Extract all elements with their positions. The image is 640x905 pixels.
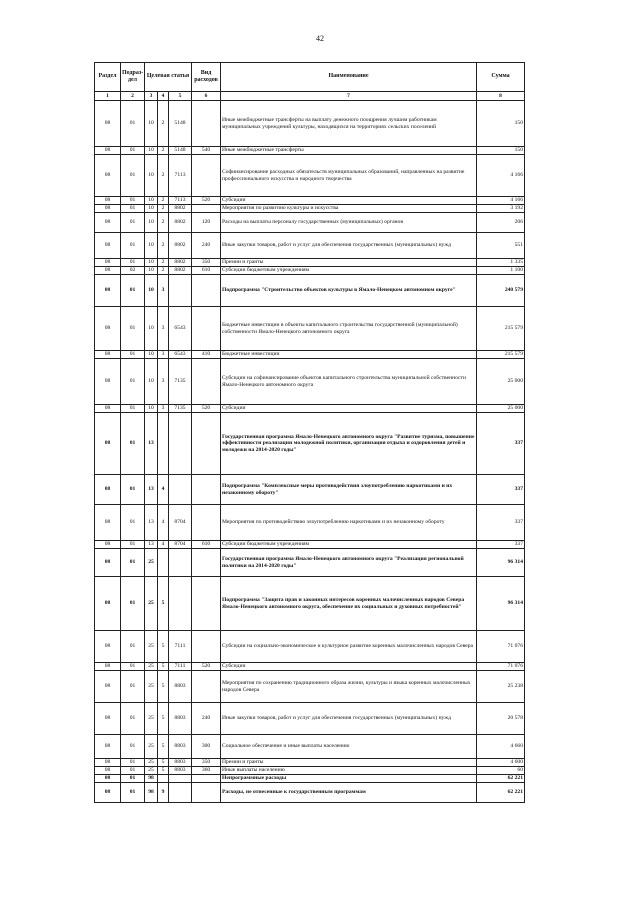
table-row <box>95 703 525 735</box>
cell-razdel: 08 <box>95 233 121 259</box>
table-row <box>95 541 525 549</box>
cell-razdel: 08 <box>95 213 121 233</box>
cell-target-program: 25 <box>145 577 158 631</box>
cell-expense-type <box>192 307 221 351</box>
budget-table <box>94 62 525 803</box>
cell-razdel: 08 <box>95 101 121 147</box>
cell-razdel: 08 <box>95 155 121 197</box>
table-row <box>95 233 525 259</box>
cell-target-subprogram: 3 <box>158 275 169 307</box>
cell-target-code: 8803 <box>169 735 192 759</box>
cell-razdel: 08 <box>95 259 121 267</box>
cell-target-program: 13 <box>145 541 158 549</box>
cell-podrazdel: 02 <box>121 267 145 275</box>
cell-target-subprogram: 5 <box>158 767 169 775</box>
table-body <box>95 101 525 803</box>
cell-expense-type <box>192 205 221 213</box>
cell-podrazdel: 01 <box>121 505 145 541</box>
header-name: Наименование <box>221 63 477 92</box>
cell-amount: 215 579 <box>477 307 525 351</box>
cell-expense-type: 240 <box>192 703 221 735</box>
col-number: 8 <box>477 92 525 101</box>
cell-podrazdel: 01 <box>121 759 145 767</box>
cell-amount: 337 <box>477 475 525 505</box>
cell-podrazdel: 01 <box>121 671 145 703</box>
cell-target-program: 10 <box>145 275 158 307</box>
cell-name: Софинансирование расходных обязательств муниципальных образований, направленных на развитие профессионального искусства и народного творчества <box>221 155 477 197</box>
cell-target-program: 10 <box>145 307 158 351</box>
cell-target-subprogram: 5 <box>158 703 169 735</box>
cell-name: Иные выплаты населению <box>221 767 477 775</box>
cell-target-code: 8802 <box>169 267 192 275</box>
cell-amount: 71 076 <box>477 631 525 663</box>
cell-target-subprogram: 5 <box>158 735 169 759</box>
cell-name: Бюджетные инвестиции в объекты капитального строительства государственной (муниципальной) собственности Ямало-Ненецкого автономного округа <box>221 307 477 351</box>
table-row <box>95 351 525 359</box>
cell-razdel: 08 <box>95 735 121 759</box>
cell-target-code: 6543 <box>169 307 192 351</box>
cell-name: Иные закупки товаров, работ и услуг для обеспечения государственных (муниципальных) нужд <box>221 233 477 259</box>
table-row <box>95 671 525 703</box>
cell-target-program: 13 <box>145 475 158 505</box>
cell-podrazdel: 01 <box>121 631 145 663</box>
cell-target-code <box>169 577 192 631</box>
cell-target-code: 5148 <box>169 147 192 155</box>
cell-expense-type: 540 <box>192 147 221 155</box>
cell-target-program: 13 <box>145 413 158 475</box>
cell-target-code: 8802 <box>169 205 192 213</box>
cell-expense-type <box>192 505 221 541</box>
cell-name: Подпрограмма "Строительство объектов культуры в Ямало-Ненецком автономном округе" <box>221 275 477 307</box>
cell-target-subprogram: 5 <box>158 631 169 663</box>
cell-podrazdel: 01 <box>121 275 145 307</box>
cell-target-program: 10 <box>145 405 158 413</box>
cell-target-subprogram: 3 <box>158 359 169 405</box>
cell-expense-type: 410 <box>192 351 221 359</box>
cell-podrazdel: 01 <box>121 101 145 147</box>
cell-target-subprogram <box>158 775 169 783</box>
cell-expense-type <box>192 775 221 783</box>
cell-amount: 20 578 <box>477 703 525 735</box>
cell-name: Субсидии бюджетным учреждениям <box>221 541 477 549</box>
cell-target-program: 10 <box>145 197 158 205</box>
cell-target-subprogram: 5 <box>158 577 169 631</box>
cell-amount: 337 <box>477 413 525 475</box>
cell-name: Социальное обеспечение и иные выплаты населению <box>221 735 477 759</box>
cell-podrazdel: 01 <box>121 259 145 267</box>
cell-podrazdel: 01 <box>121 405 145 413</box>
cell-name: Премии и гранты <box>221 259 477 267</box>
cell-target-program: 10 <box>145 259 158 267</box>
cell-target-code: 8803 <box>169 767 192 775</box>
cell-razdel: 08 <box>95 267 121 275</box>
cell-podrazdel: 01 <box>121 413 145 475</box>
cell-amount: 150 <box>477 147 525 155</box>
cell-expense-type <box>192 631 221 663</box>
cell-amount: 1 335 <box>477 259 525 267</box>
table-row <box>95 155 525 197</box>
cell-podrazdel: 01 <box>121 767 145 775</box>
table-row <box>95 775 525 783</box>
cell-target-program: 10 <box>145 267 158 275</box>
cell-target-code <box>169 475 192 505</box>
cell-razdel: 08 <box>95 205 121 213</box>
cell-target-subprogram: 2 <box>158 213 169 233</box>
table-row <box>95 275 525 307</box>
cell-podrazdel: 01 <box>121 775 145 783</box>
cell-expense-type: 300 <box>192 735 221 759</box>
table-row <box>95 505 525 541</box>
cell-podrazdel: 01 <box>121 205 145 213</box>
cell-razdel: 08 <box>95 197 121 205</box>
cell-expense-type <box>192 549 221 577</box>
table-row <box>95 475 525 505</box>
cell-razdel: 08 <box>95 759 121 767</box>
cell-target-program: 25 <box>145 549 158 577</box>
cell-target-subprogram: 2 <box>158 197 169 205</box>
cell-name: Государственная программа Ямало-Ненецкого автономного округа "Реализация региональной политики на 2014-2020 годы" <box>221 549 477 577</box>
cell-expense-type: 610 <box>192 541 221 549</box>
cell-amount: 4 660 <box>477 735 525 759</box>
cell-expense-type <box>192 101 221 147</box>
cell-target-subprogram <box>158 413 169 475</box>
cell-razdel: 08 <box>95 413 121 475</box>
table-row <box>95 783 525 803</box>
cell-name: Премии и гранты <box>221 759 477 767</box>
column-number-row <box>95 92 525 101</box>
cell-name: Подпрограмма "Комплексные меры противодействия злоупотреблению наркотиками и их незаконному обороту" <box>221 475 477 505</box>
cell-podrazdel: 01 <box>121 359 145 405</box>
table-row <box>95 259 525 267</box>
cell-razdel: 08 <box>95 775 121 783</box>
cell-amount: 62 221 <box>477 775 525 783</box>
cell-amount: 4 166 <box>477 155 525 197</box>
cell-target-code: 7113 <box>169 197 192 205</box>
cell-name: Бюджетные инвестиции <box>221 351 477 359</box>
cell-target-program: 10 <box>145 213 158 233</box>
table-row <box>95 147 525 155</box>
table-row <box>95 405 525 413</box>
col-number: 5 <box>169 92 192 101</box>
cell-name: Подпрограмма "Защита прав и законных интересов коренных малочисленных народов Севера Ямало-Ненецкого автономного округа, обеспечение их социальных и духовных потребностей" <box>221 577 477 631</box>
cell-target-code: 8803 <box>169 759 192 767</box>
col-number: 7 <box>221 92 477 101</box>
table-row <box>95 577 525 631</box>
cell-name: Субсидии на социально-экономическое и культурное развитие коренных малочисленных народов Севера <box>221 631 477 663</box>
table-row <box>95 663 525 671</box>
cell-podrazdel: 01 <box>121 703 145 735</box>
cell-target-program: 10 <box>145 351 158 359</box>
cell-target-program: 10 <box>145 147 158 155</box>
cell-podrazdel: 01 <box>121 475 145 505</box>
cell-target-subprogram: 2 <box>158 101 169 147</box>
cell-expense-type: 350 <box>192 259 221 267</box>
header-razdel: Раздел <box>95 63 121 92</box>
cell-razdel: 08 <box>95 307 121 351</box>
cell-target-code: 7111 <box>169 663 192 671</box>
cell-podrazdel: 01 <box>121 663 145 671</box>
cell-target-program: 98 <box>145 783 158 803</box>
cell-name: Субсидии <box>221 197 477 205</box>
cell-target-program: 25 <box>145 703 158 735</box>
cell-target-program: 10 <box>145 233 158 259</box>
cell-target-code: 8802 <box>169 233 192 259</box>
cell-target-code: 8803 <box>169 671 192 703</box>
cell-podrazdel: 01 <box>121 735 145 759</box>
cell-amount: 3 192 <box>477 205 525 213</box>
cell-expense-type: 240 <box>192 233 221 259</box>
cell-podrazdel: 01 <box>121 577 145 631</box>
cell-razdel: 08 <box>95 549 121 577</box>
cell-amount: 25 238 <box>477 671 525 703</box>
cell-razdel: 08 <box>95 541 121 549</box>
cell-expense-type: 350 <box>192 759 221 767</box>
table-row <box>95 307 525 351</box>
table-row <box>95 413 525 475</box>
cell-target-code: 8704 <box>169 505 192 541</box>
cell-podrazdel: 01 <box>121 213 145 233</box>
table-row <box>95 101 525 147</box>
table-row <box>95 631 525 663</box>
cell-target-program: 10 <box>145 101 158 147</box>
cell-podrazdel: 01 <box>121 307 145 351</box>
cell-target-code <box>169 549 192 577</box>
cell-expense-type: 360 <box>192 767 221 775</box>
cell-name: Мероприятия по развитию культуры и искусства <box>221 205 477 213</box>
cell-razdel: 08 <box>95 631 121 663</box>
cell-target-subprogram: 5 <box>158 663 169 671</box>
cell-target-code: 7111 <box>169 631 192 663</box>
cell-name: Расходы, не отнесенные к государственным программам <box>221 783 477 803</box>
cell-expense-type <box>192 359 221 405</box>
table-row <box>95 767 525 775</box>
col-number: 1 <box>95 92 121 101</box>
cell-razdel: 08 <box>95 359 121 405</box>
cell-name: Субсидии на софинансирование объектов капитального строительства муниципальной собственности Ямало-Ненецкого автономного округа <box>221 359 477 405</box>
cell-amount: 60 <box>477 767 525 775</box>
cell-name: Государственная программа Ямало-Ненецкого автономного округа "Развитие туризма, повышение эффективности реализации молодежной политики, организация отдыха и оздоровления детей и молодежи на 2014-2020 годы" <box>221 413 477 475</box>
cell-amount: 71 076 <box>477 663 525 671</box>
cell-name: Иные межбюджетные трансферты на выплату денежного поощрения лучшим работникам муниципальных учреждений культуры, находящихся на территориях сельских поселений <box>221 101 477 147</box>
cell-target-code: 6543 <box>169 351 192 359</box>
cell-podrazdel: 01 <box>121 155 145 197</box>
cell-amount: 25 000 <box>477 405 525 413</box>
cell-target-program: 10 <box>145 359 158 405</box>
cell-name: Непрограммные расходы <box>221 775 477 783</box>
cell-razdel: 08 <box>95 275 121 307</box>
cell-target-program: 25 <box>145 735 158 759</box>
cell-target-code: 7135 <box>169 405 192 413</box>
cell-target-code <box>169 775 192 783</box>
cell-podrazdel: 01 <box>121 197 145 205</box>
cell-razdel: 08 <box>95 671 121 703</box>
table-row <box>95 759 525 767</box>
table-row <box>95 205 525 213</box>
cell-expense-type <box>192 671 221 703</box>
cell-amount: 150 <box>477 101 525 147</box>
cell-target-code <box>169 413 192 475</box>
cell-razdel: 08 <box>95 147 121 155</box>
cell-target-program: 25 <box>145 663 158 671</box>
cell-target-subprogram: 9 <box>158 783 169 803</box>
cell-name: Субсидии <box>221 405 477 413</box>
cell-name: Субсидии бюджетным учреждениям <box>221 267 477 275</box>
cell-target-code: 7135 <box>169 359 192 405</box>
cell-expense-type: 610 <box>192 267 221 275</box>
cell-podrazdel: 01 <box>121 233 145 259</box>
cell-podrazdel: 01 <box>121 147 145 155</box>
cell-podrazdel: 01 <box>121 541 145 549</box>
cell-razdel: 08 <box>95 663 121 671</box>
cell-razdel: 08 <box>95 475 121 505</box>
cell-razdel: 08 <box>95 505 121 541</box>
cell-target-code: 7113 <box>169 155 192 197</box>
cell-expense-type <box>192 577 221 631</box>
cell-name: Расходы на выплаты персоналу государственных (муниципальных) органов <box>221 213 477 233</box>
cell-podrazdel: 01 <box>121 549 145 577</box>
cell-target-subprogram: 4 <box>158 475 169 505</box>
cell-amount: 215 579 <box>477 351 525 359</box>
cell-expense-type <box>192 155 221 197</box>
cell-amount: 25 000 <box>477 359 525 405</box>
cell-expense-type <box>192 475 221 505</box>
cell-target-subprogram: 3 <box>158 405 169 413</box>
cell-amount: 4 600 <box>477 759 525 767</box>
cell-expense-type: 520 <box>192 405 221 413</box>
header-podrazdel: Подраз-дел <box>121 63 145 92</box>
cell-amount: 551 <box>477 233 525 259</box>
cell-amount: 96 314 <box>477 577 525 631</box>
cell-target-subprogram: 4 <box>158 541 169 549</box>
header-summa: Сумма <box>477 63 525 92</box>
cell-expense-type <box>192 783 221 803</box>
header-celevaya: Целевая статья <box>145 63 192 92</box>
cell-target-subprogram <box>158 549 169 577</box>
cell-amount: 337 <box>477 505 525 541</box>
cell-amount: 240 579 <box>477 275 525 307</box>
cell-razdel: 08 <box>95 577 121 631</box>
cell-amount: 4 166 <box>477 197 525 205</box>
table-row <box>95 549 525 577</box>
cell-target-code: 8802 <box>169 259 192 267</box>
cell-name: Иные закупки товаров, работ и услуг для обеспечения государственных (муниципальных) нужд <box>221 703 477 735</box>
cell-target-code <box>169 275 192 307</box>
cell-target-program: 25 <box>145 631 158 663</box>
cell-target-code: 8802 <box>169 213 192 233</box>
cell-podrazdel: 01 <box>121 351 145 359</box>
cell-name: Мероприятия по сохранению традиционного образа жизни, культуры и языка коренных малочисленных народов Севера <box>221 671 477 703</box>
cell-amount: 96 314 <box>477 549 525 577</box>
cell-amount: 62 221 <box>477 783 525 803</box>
cell-target-program: 10 <box>145 205 158 213</box>
cell-target-code: 8704 <box>169 541 192 549</box>
cell-expense-type: 520 <box>192 663 221 671</box>
cell-expense-type <box>192 413 221 475</box>
table-row <box>95 197 525 205</box>
cell-amount: 206 <box>477 213 525 233</box>
cell-razdel: 08 <box>95 351 121 359</box>
cell-target-subprogram: 2 <box>158 259 169 267</box>
cell-expense-type <box>192 275 221 307</box>
cell-razdel: 08 <box>95 783 121 803</box>
cell-target-subprogram: 5 <box>158 671 169 703</box>
page-number: 42 <box>316 34 324 43</box>
cell-target-subprogram: 4 <box>158 505 169 541</box>
cell-target-program: 25 <box>145 767 158 775</box>
cell-expense-type: 120 <box>192 213 221 233</box>
cell-amount: 337 <box>477 541 525 549</box>
cell-name: Субсидии <box>221 663 477 671</box>
table-row <box>95 213 525 233</box>
cell-target-code: 5148 <box>169 101 192 147</box>
cell-target-program: 98 <box>145 775 158 783</box>
cell-target-subprogram: 2 <box>158 155 169 197</box>
table-row <box>95 735 525 759</box>
cell-target-subprogram: 2 <box>158 233 169 259</box>
col-number: 3 <box>145 92 158 101</box>
cell-target-program: 25 <box>145 759 158 767</box>
cell-target-code: 8803 <box>169 703 192 735</box>
table-row <box>95 267 525 275</box>
cell-target-subprogram: 3 <box>158 307 169 351</box>
cell-target-program: 13 <box>145 505 158 541</box>
col-number: 4 <box>158 92 169 101</box>
header-vid: Вид расходов <box>192 63 221 92</box>
cell-target-subprogram: 2 <box>158 205 169 213</box>
cell-razdel: 08 <box>95 767 121 775</box>
header-row <box>95 63 525 92</box>
cell-expense-type: 520 <box>192 197 221 205</box>
table-row <box>95 359 525 405</box>
cell-podrazdel: 01 <box>121 783 145 803</box>
cell-name: Иные межбюджетные трансферты <box>221 147 477 155</box>
cell-target-program: 10 <box>145 155 158 197</box>
cell-amount: 1 100 <box>477 267 525 275</box>
cell-target-program: 25 <box>145 671 158 703</box>
cell-target-subprogram: 3 <box>158 351 169 359</box>
col-number: 6 <box>192 92 221 101</box>
cell-name: Мероприятия по противодействию злоупотреблению наркотиками и их незаконному обороту <box>221 505 477 541</box>
cell-target-subprogram: 2 <box>158 267 169 275</box>
cell-razdel: 08 <box>95 703 121 735</box>
cell-target-code <box>169 783 192 803</box>
cell-target-subprogram: 5 <box>158 759 169 767</box>
cell-razdel: 08 <box>95 405 121 413</box>
cell-target-subprogram: 2 <box>158 147 169 155</box>
col-number: 2 <box>121 92 145 101</box>
